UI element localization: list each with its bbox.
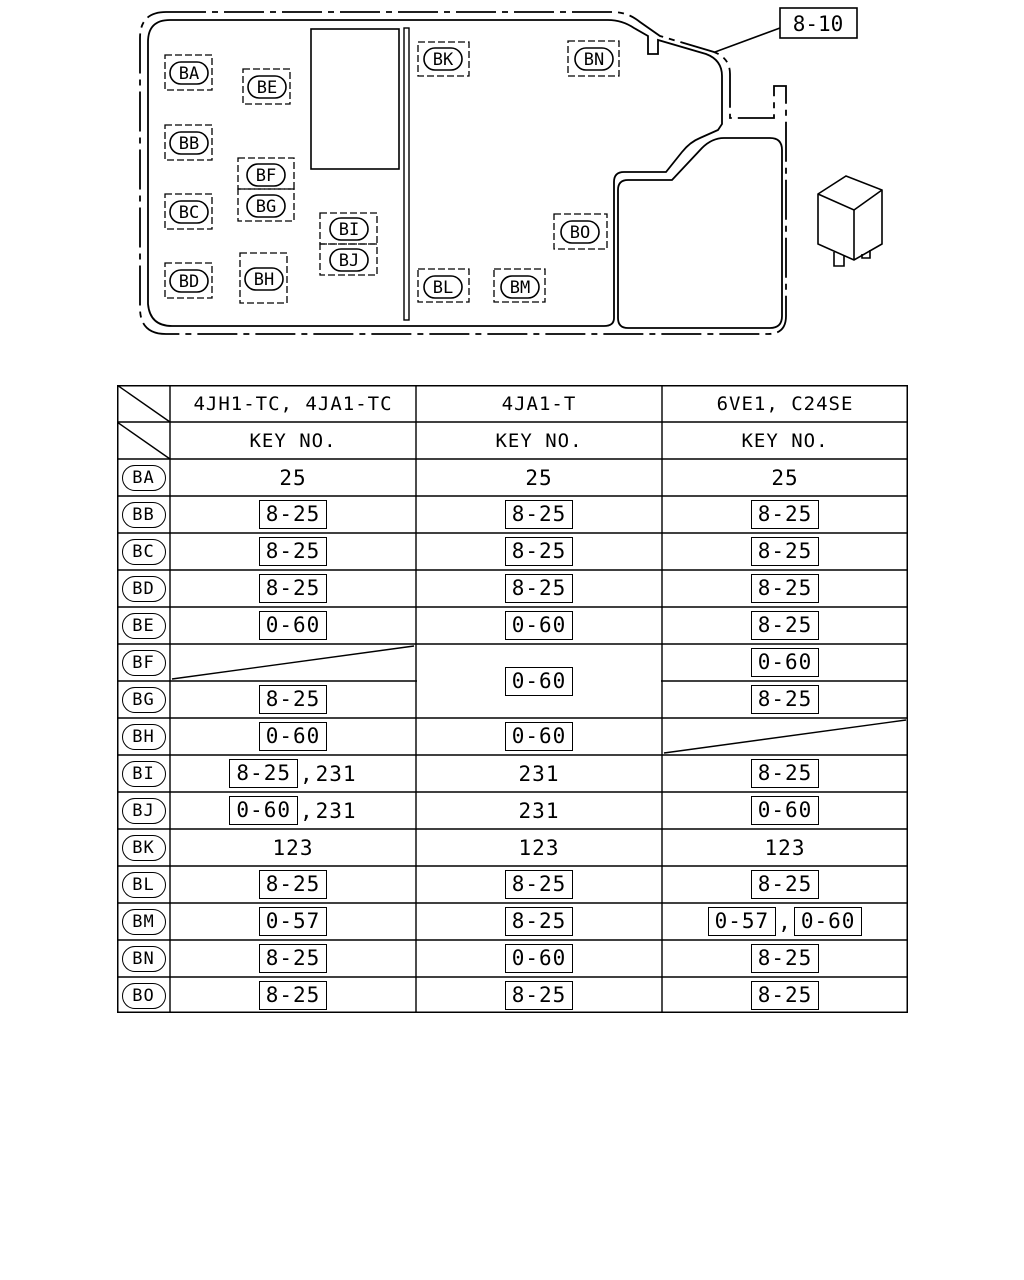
row-location-label xyxy=(117,755,170,792)
key-number: 25 xyxy=(771,465,799,490)
key-number: 231 xyxy=(315,761,357,786)
location-bk xyxy=(418,42,469,76)
row-location-label xyxy=(117,792,170,829)
location-code: BK xyxy=(432,50,454,70)
key-cell xyxy=(170,496,416,533)
callout-label: 8-10 xyxy=(792,12,844,36)
key-cell xyxy=(662,570,908,607)
key-number: 231 xyxy=(315,798,357,823)
row-location-label xyxy=(117,903,170,940)
key-cell xyxy=(416,496,662,533)
key-cell xyxy=(416,977,662,1014)
key-number-box: 8-25 xyxy=(505,537,574,566)
key-cell xyxy=(170,570,416,607)
location-oval: BN xyxy=(122,946,166,972)
key-number-box: 8-25 xyxy=(505,981,574,1010)
key-number-box: 0-60 xyxy=(229,796,298,825)
location-oval: BH xyxy=(122,724,166,750)
row-location-label xyxy=(117,866,170,903)
relay-box-diagram xyxy=(0,0,1024,360)
row-location-label xyxy=(117,644,170,681)
location-code: BD xyxy=(178,272,200,292)
column-engine-header: 4JA1-T xyxy=(501,392,577,415)
key-number-box: 0-60 xyxy=(505,667,574,696)
key-cell xyxy=(416,718,662,755)
key-cell xyxy=(170,644,416,681)
relay-icon xyxy=(818,176,882,266)
key-cell xyxy=(170,940,416,977)
location-be xyxy=(243,69,290,104)
key-number-box: 8-25 xyxy=(505,500,574,529)
row-location-label xyxy=(117,718,170,755)
location-code: BF xyxy=(255,166,277,186)
key-cell xyxy=(170,829,416,866)
location-oval: BO xyxy=(122,983,166,1009)
key-number-box: 8-25 xyxy=(259,574,328,603)
key-number: 25 xyxy=(525,465,553,490)
key-number-table xyxy=(117,385,908,1013)
key-cell xyxy=(662,533,908,570)
key-number-box: 8-25 xyxy=(751,870,820,899)
key-number-box: 8-25 xyxy=(505,574,574,603)
key-number: 123 xyxy=(518,835,560,860)
row-location-label xyxy=(117,533,170,570)
column-engine-header: 6VE1, C24SE xyxy=(716,392,854,415)
key-number-box: 0-60 xyxy=(794,907,863,936)
key-number: 123 xyxy=(764,835,806,860)
location-oval: BE xyxy=(122,613,166,639)
key-cell xyxy=(662,755,908,792)
key-number-box: 0-57 xyxy=(259,907,328,936)
relay-box-divider xyxy=(404,28,409,320)
key-number-box: 0-60 xyxy=(751,796,820,825)
location-oval: BK xyxy=(122,835,166,861)
row-location-label xyxy=(117,459,170,496)
key-cell xyxy=(170,681,416,718)
key-number-box: 8-25 xyxy=(751,685,820,714)
key-cell xyxy=(416,570,662,607)
row-location-label xyxy=(117,570,170,607)
key-number-box: 0-60 xyxy=(259,722,328,751)
key-cell xyxy=(170,977,416,1014)
key-cell xyxy=(662,681,908,718)
location-bm xyxy=(494,269,545,302)
key-number-box: 8-25 xyxy=(751,537,820,566)
key-cell xyxy=(170,607,416,644)
key-number-box: 0-60 xyxy=(259,611,328,640)
key-cell xyxy=(170,718,416,755)
location-bf xyxy=(238,158,294,189)
location-bh xyxy=(240,253,287,303)
key-number: , xyxy=(299,798,314,823)
key-number-box: 8-25 xyxy=(259,685,328,714)
location-oval: BC xyxy=(122,539,166,565)
location-oval: BB xyxy=(122,502,166,528)
key-cell xyxy=(416,940,662,977)
key-number-box: 8-25 xyxy=(751,574,820,603)
key-cell xyxy=(662,829,908,866)
location-code: BO xyxy=(569,223,591,243)
key-number-box: 0-60 xyxy=(505,611,574,640)
key-cell xyxy=(662,903,908,940)
key-number-box: 8-25 xyxy=(259,981,328,1010)
location-bb xyxy=(165,125,212,160)
key-cell xyxy=(662,607,908,644)
location-code: BJ xyxy=(338,251,360,271)
location-oval: BJ xyxy=(122,798,166,824)
key-cell xyxy=(170,755,416,792)
key-number-box: 8-25 xyxy=(259,944,328,973)
column-engine-header: 4JH1-TC, 4JA1-TC xyxy=(193,392,393,415)
key-number: , xyxy=(778,909,792,934)
row-location-label xyxy=(117,496,170,533)
location-bd xyxy=(165,263,212,298)
location-bo xyxy=(554,214,607,249)
key-cell xyxy=(662,496,908,533)
row-location-label xyxy=(117,681,170,718)
key-cell xyxy=(416,459,662,496)
key-cell xyxy=(416,607,662,644)
key-cell xyxy=(416,755,662,792)
key-cell xyxy=(662,866,908,903)
key-cell xyxy=(416,533,662,570)
key-number: , xyxy=(299,761,314,786)
key-cell xyxy=(170,792,416,829)
location-code: BC xyxy=(178,203,200,223)
location-bg xyxy=(238,189,294,221)
location-bn xyxy=(568,41,619,76)
location-bl xyxy=(418,269,469,302)
key-cell xyxy=(662,940,908,977)
key-number: 25 xyxy=(279,465,307,490)
key-number-box: 8-25 xyxy=(505,870,574,899)
relay-box-outline xyxy=(140,12,786,334)
key-cell xyxy=(416,829,662,866)
location-oval: BM xyxy=(122,909,166,935)
column-key-header: KEY NO. xyxy=(741,429,829,452)
key-cell xyxy=(662,459,908,496)
location-oval: BI xyxy=(122,761,166,787)
key-number-box: 8-25 xyxy=(259,537,328,566)
location-bc xyxy=(165,194,212,229)
key-number-box: 0-60 xyxy=(751,648,820,677)
key-number-box: 8-25 xyxy=(751,981,820,1010)
key-cell xyxy=(662,718,908,755)
key-number-box: 8-25 xyxy=(751,500,820,529)
key-cell xyxy=(170,866,416,903)
row-location-label xyxy=(117,829,170,866)
key-number-box: 8-25 xyxy=(229,759,298,788)
key-number-box: 8-25 xyxy=(505,907,574,936)
key-cell xyxy=(416,792,662,829)
key-number: 123 xyxy=(272,835,314,860)
relay-box-inner-block xyxy=(311,29,399,169)
key-cell xyxy=(662,977,908,1014)
location-oval: BF xyxy=(122,650,166,676)
location-bi xyxy=(320,213,377,244)
location-oval: BD xyxy=(122,576,166,602)
row-location-label xyxy=(117,940,170,977)
column-key-header: KEY NO. xyxy=(495,429,583,452)
location-code: BN xyxy=(583,50,605,70)
key-cell xyxy=(170,903,416,940)
key-cell xyxy=(170,459,416,496)
location-ba xyxy=(165,55,212,90)
column-key-header: KEY NO. xyxy=(249,429,337,452)
key-number-box: 8-25 xyxy=(751,611,820,640)
callout-leader xyxy=(715,28,780,52)
key-number-box: 8-25 xyxy=(751,759,820,788)
key-cell xyxy=(662,792,908,829)
key-cell xyxy=(170,533,416,570)
location-bj xyxy=(320,244,377,275)
key-number-box: 0-57 xyxy=(708,907,777,936)
key-cell xyxy=(416,644,662,718)
corner-diagonal xyxy=(117,385,170,422)
location-oval: BA xyxy=(122,465,166,491)
key-cell xyxy=(416,866,662,903)
corner-diagonal xyxy=(117,422,170,459)
location-oval: BL xyxy=(122,872,166,898)
key-number: 231 xyxy=(518,798,560,823)
key-cell xyxy=(416,903,662,940)
location-code: BG xyxy=(255,197,277,217)
location-oval: BG xyxy=(122,687,166,713)
key-number: 231 xyxy=(518,761,560,786)
location-code: BE xyxy=(256,78,278,98)
location-code: BA xyxy=(178,64,200,84)
location-code: BB xyxy=(178,134,200,154)
key-number-box: 8-25 xyxy=(259,500,328,529)
key-number-box: 8-25 xyxy=(751,944,820,973)
location-code: BI xyxy=(338,220,360,240)
row-location-label xyxy=(117,977,170,1014)
location-code: BH xyxy=(253,270,275,290)
relay-box-right-pocket xyxy=(618,138,782,328)
location-code: BM xyxy=(509,278,531,298)
key-number-box: 0-60 xyxy=(505,944,574,973)
key-cell xyxy=(662,644,908,681)
location-code: BL xyxy=(432,278,454,298)
row-location-label xyxy=(117,607,170,644)
key-number-box: 0-60 xyxy=(505,722,574,751)
key-number-box: 8-25 xyxy=(259,870,328,899)
